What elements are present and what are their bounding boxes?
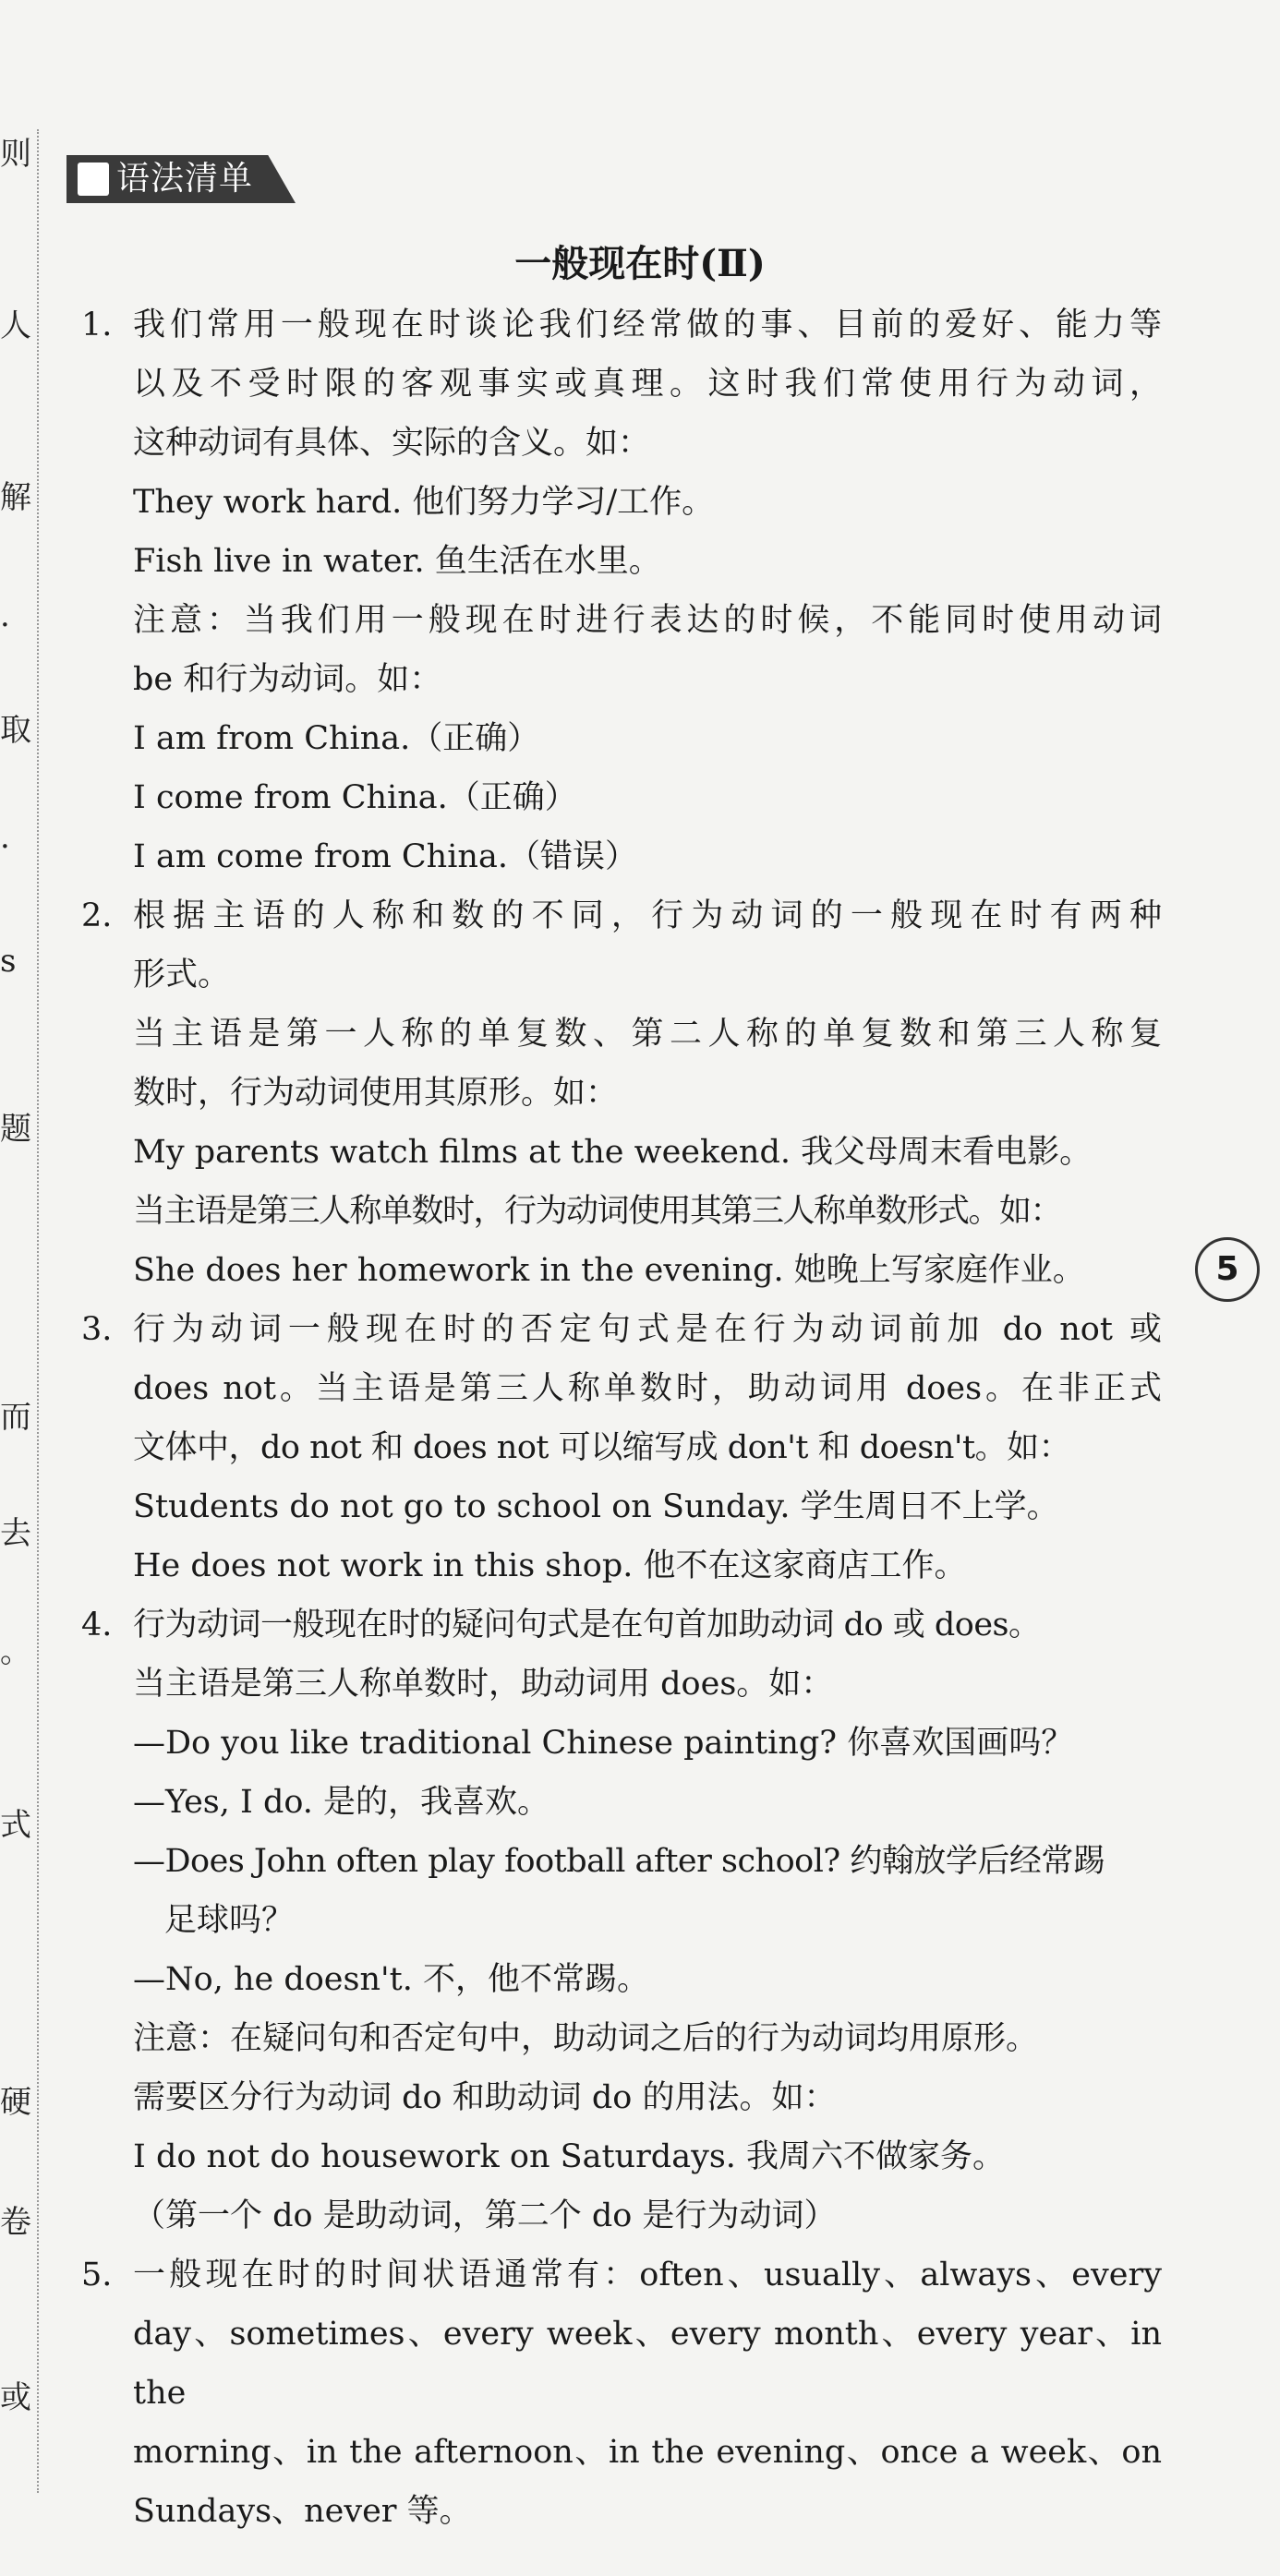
note-line: 注意：当我们用一般现在时进行表达的时候，不能同时使用动词 [133,602,1162,639]
margin-char: 式 [0,1807,31,1844]
example-line: I am come from China.（错误） [133,838,637,875]
dialogue-line: —No, he doesn't. 不，他不常踢。 [133,1961,649,1998]
item-number: 5. [81,2257,113,2293]
section-tag [66,155,307,207]
text-line: 这种动词有具体、实际的含义。如： [133,425,651,462]
list-item [81,1595,1162,2245]
text-line: 我们常用一般现在时谈论我们经常做的事、目前的爱好、能力等 [133,307,1162,343]
text-line: 形式。 [133,957,231,993]
list-item [81,2245,1162,2541]
note-line: 注意：在疑问句和否定句中，助动词之后的行为动词均用原形。 [133,2020,1039,2057]
example-line: I am from China.（正确） [133,720,540,757]
margin-char: 则 [0,136,31,173]
margin-char: 取 [0,712,31,749]
page-number-badge: 5 [1195,1237,1260,1302]
margin-char: · [0,607,10,644]
dialogue-line: —Does John often play football after school? 约翰放学后经常踢 [133,1843,1105,1880]
item-number: 3. [81,1311,113,1348]
margin-divider [37,129,39,2493]
example-line: She does her homework in the evening. 她晚上写家庭作业。 [133,1252,1085,1289]
text-line: 文体中，do not 和 does not 可以缩写成 don't 和 doesn't。如： [133,1429,1071,1466]
example-line: Fish live in water. 鱼生活在水里。 [133,543,661,580]
margin-char: 解 [0,479,31,516]
margin-char: · [0,828,10,865]
example-line: I come from China.（正确） [133,779,577,816]
margin-char: 卷 [0,2204,31,2241]
text-line: 当主语是第三人称单数时，助动词用 does。如： [133,1666,834,1703]
text-line: does not。当主语是第三人称单数时，助动词用 does。在非正式 [133,1370,1162,1407]
list-item [81,1300,1162,1595]
item-number: 1. [81,307,113,343]
item-number: 4. [81,1607,113,1643]
text-line: 行为动词一般现在时的否定句式是在行为动词前加 do not 或 [133,1311,1162,1348]
text-line: 数时，行为动词使用其原形。如： [133,1075,619,1112]
text-line: 一般现在时的时间状语通常有：often、usually、always、every [133,2257,1162,2293]
dialogue-line: —Yes, I do. 是的，我喜欢。 [133,1784,550,1821]
example-line: I do not do housework on Saturdays. 我周六不做家务。 [133,2138,1006,2175]
note-line: 需要区分行为动词 do 和助动词 do 的用法。如： [133,2079,837,2116]
section-tag-label: 语法清单 [116,160,254,198]
text-line: morning、in the afternoon、in the evening、once a week、on [133,2434,1162,2471]
margin-char: 而 [0,1399,31,1436]
item-number: 2. [81,897,113,934]
text-line: 当主语是第一人称的单复数、第二人称的单复数和第三人称复 [133,1016,1162,1053]
tag-square-icon [78,163,109,196]
left-margin-strip [0,0,37,2576]
example-line: He does not work in this shop. 他不在这家商店工作。 [133,1547,967,1584]
margin-char: 题 [0,1111,31,1148]
text-line: 根据主语的人称和数的不同，行为动词的一般现在时有两种 [133,897,1162,934]
list-item [81,886,1162,1300]
text-line: 当主语是第三人称单数时，行为动词使用其第三人称单数形式。如： [133,1193,1062,1230]
margin-char: 人 [0,307,31,344]
margin-char: 去 [0,1515,31,1552]
margin-char: 。 [0,1633,31,1670]
text-line: 以及不受时限的客观事实或真理。这时我们常使用行为动词， [133,366,1162,403]
dialogue-line: 足球吗？ [164,1902,295,1939]
page-title: 一般现在时(Ⅱ) [514,242,766,285]
example-line: They work hard. 他们努力学习/工作。 [133,484,715,521]
margin-char: 或 [0,2379,31,2416]
list-item [81,295,1162,886]
example-line: Students do not go to school on Sunday. 学生周日不上学。 [133,1488,1059,1525]
text-line: Sundays、never 等。 [133,2493,472,2530]
margin-char: 硬 [0,2084,31,2121]
dialogue-line: —Do you like traditional Chinese painting? 你喜欢国画吗？ [133,1725,1074,1762]
note-line: be 和行为动词。如： [133,661,442,698]
margin-char: s [0,943,17,980]
note-line: （第一个 do 是助动词，第二个 do 是行为动词） [133,2197,837,2234]
text-line: day、sometimes、every week、every month、every year、in the [133,2316,1162,2412]
example-line: My parents watch films at the weekend. 我父母周末看电影。 [133,1134,1093,1171]
text-line: 行为动词一般现在时的疑问句式是在句首加助动词 do 或 does。 [133,1607,1041,1643]
grammar-list [81,295,1162,2541]
